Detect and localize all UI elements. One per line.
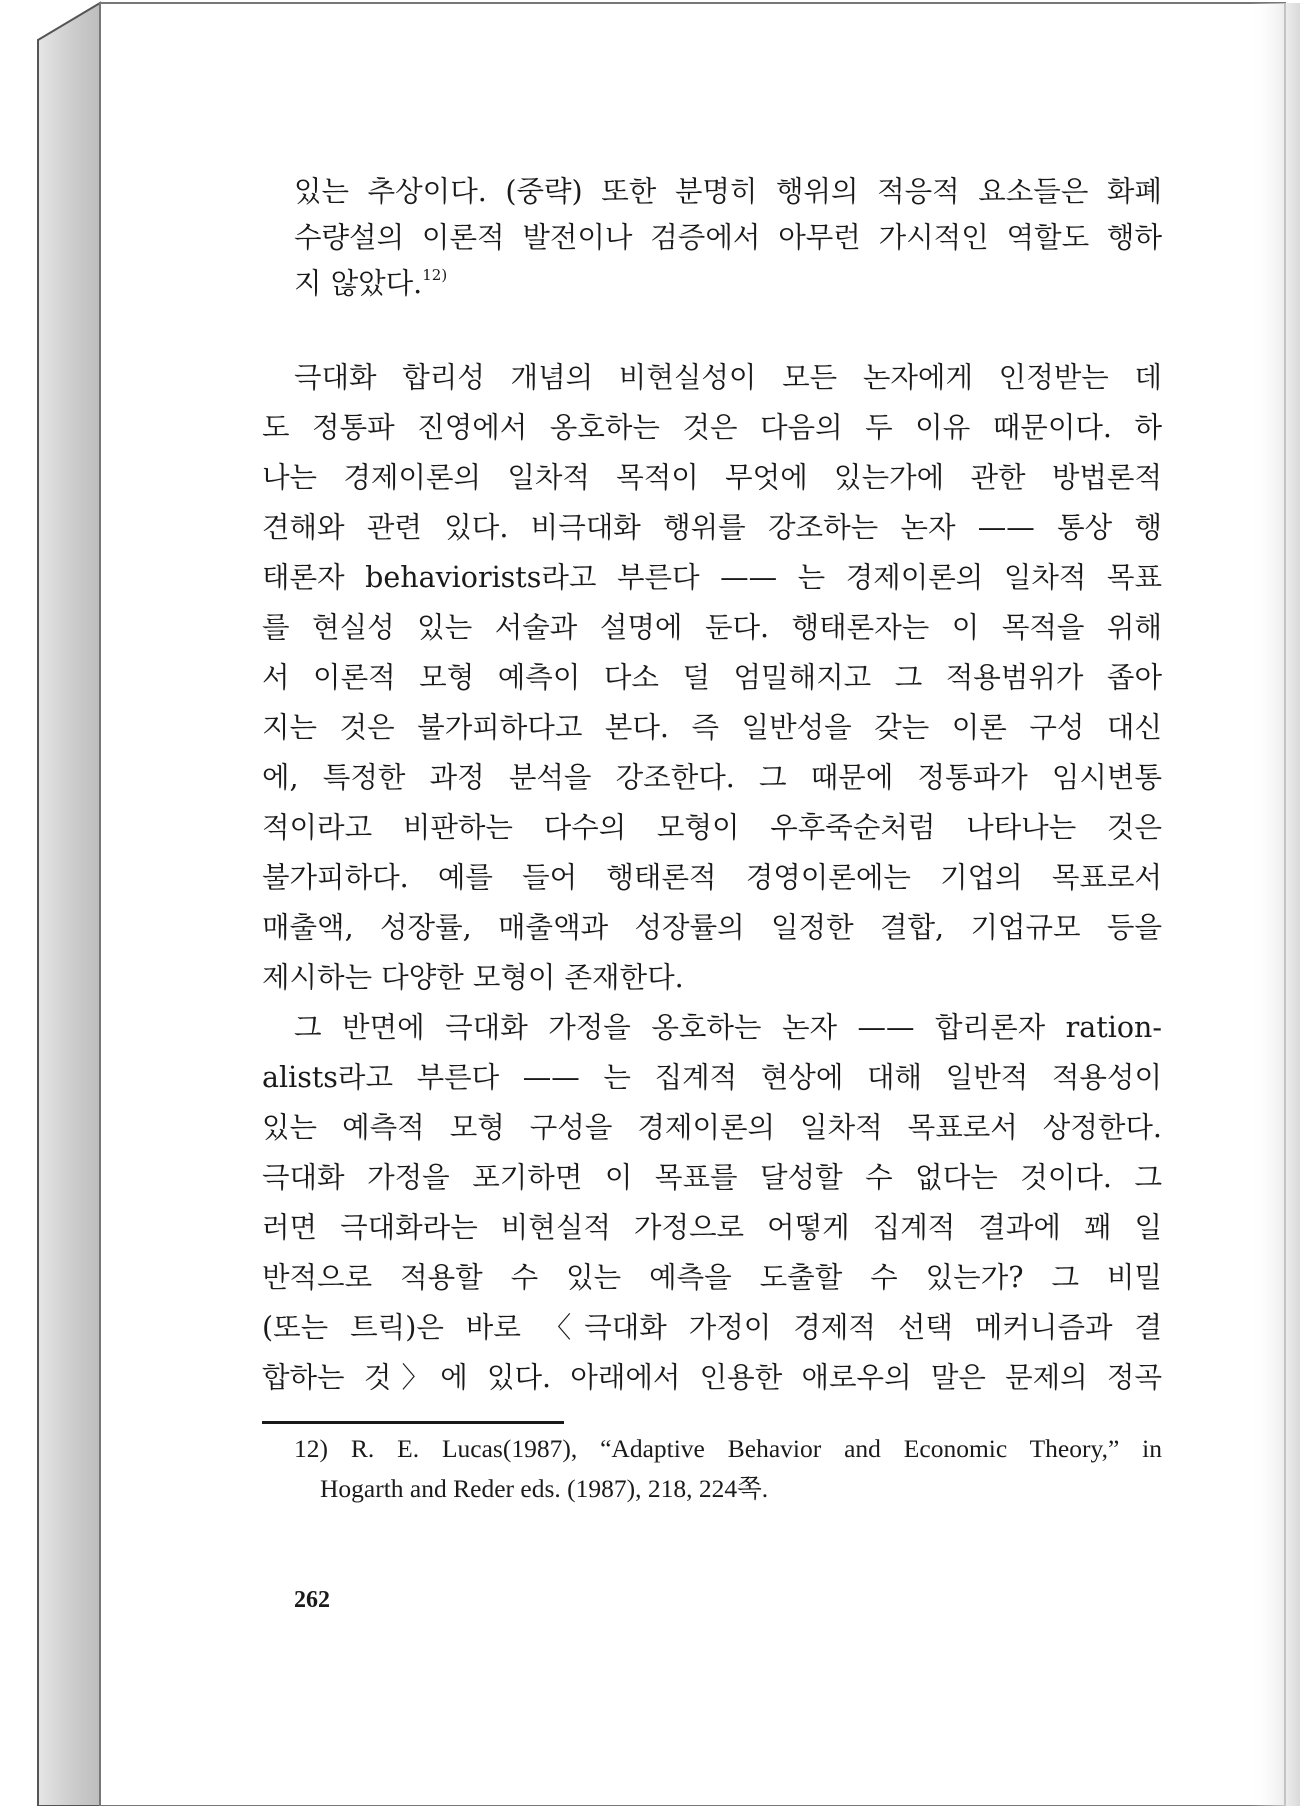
paragraph-line: 적이라고 비판하는 다수의 모형이 우후죽순처럼 나타나는 것은 [262,811,1162,844]
book-spine [38,3,100,1806]
paragraph-line: 견해와 관련 있다. 비극대화 행위를 강조하는 논자 —— 통상 행 [262,511,1162,544]
footnote-divider [262,1421,564,1424]
footnote-line: Hogarth and Reder eds. (1987), 218, 224쪽. [320,1474,769,1503]
quote-line: 있는 추상이다. (중략) 또한 분명히 행위의 적응적 요소들은 화폐 [294,175,1162,208]
page-content [262,0,1162,1806]
paragraph-line: 극대화 가정을 포기하면 이 목표를 달성할 수 없다는 것이다. 그 [262,1161,1162,1194]
page-edge-shadow [1250,3,1300,1806]
paragraph-line: 태론자 behaviorists라고 부른다 —— 는 경제이론의 일차적 목표 [262,561,1162,594]
paragraph-line: 합하는 것〉에 있다. 아래에서 인용한 애로우의 말은 문제의 정곡 [262,1361,1162,1394]
paragraph-line: 제시하는 다양한 모형이 존재한다. [262,961,684,994]
quote-line-last [294,266,1162,302]
footnote-reference: 12) [422,266,448,284]
footnote-line: 12) R. E. Lucas(1987), “Adaptive Behavior and Economic Theory,” in [294,1434,1162,1463]
paragraph-line: 서 이론적 모형 예측이 다소 덜 엄밀해지고 그 적용범위가 좁아 [262,661,1162,694]
paragraph-line: 에, 특정한 과정 분석을 강조한다. 그 때문에 정통파가 임시변통 [262,761,1162,794]
paragraph-line: 그 반면에 극대화 가정을 옹호하는 논자 —— 합리론자 ration- [294,1011,1162,1044]
paragraph-line: alists라고 부른다 —— 는 집계적 현상에 대해 일반적 적용성이 [262,1061,1162,1094]
paragraph-line: 지는 것은 불가피하다고 본다. 즉 일반성을 갖는 이론 구성 대신 [262,711,1162,744]
paragraph-line: 불가피하다. 예를 들어 행태론적 경영이론에는 기업의 목표로서 [262,861,1162,894]
page-number: 262 [294,1587,330,1613]
paragraph-line: 도 정통파 진영에서 옹호하는 것은 다음의 두 이유 때문이다. 하 [262,411,1162,444]
quote-line: 수량설의 이론적 발전이나 검증에서 아무런 가시적인 역할도 행하 [294,221,1162,254]
quote-line-text: 지 않았다. [294,267,423,300]
paragraph-line: 반적으로 적용할 수 있는 예측을 도출할 수 있는가? 그 비밀 [262,1261,1162,1294]
paragraph-line: (또는 트릭)은 바로 〈극대화 가정이 경제적 선택 메커니즘과 결 [262,1311,1162,1344]
paragraph-line: 극대화 합리성 개념의 비현실성이 모든 논자에게 인정받는 데 [294,361,1162,394]
paragraph-line: 러면 극대화라는 비현실적 가정으로 어떻게 집계적 결과에 꽤 일 [262,1211,1162,1244]
paragraph-line: 나는 경제이론의 일차적 목적이 무엇에 있는가에 관한 방법론적 [262,461,1162,494]
paragraph-line: 매출액, 성장률, 매출액과 성장률의 일정한 결합, 기업규모 등을 [262,911,1162,944]
paragraph-line: 를 현실성 있는 서술과 설명에 둔다. 행태론자는 이 목적을 위해 [262,611,1162,644]
paragraph-line: 있는 예측적 모형 구성을 경제이론의 일차적 목표로서 상정한다. [262,1111,1162,1144]
